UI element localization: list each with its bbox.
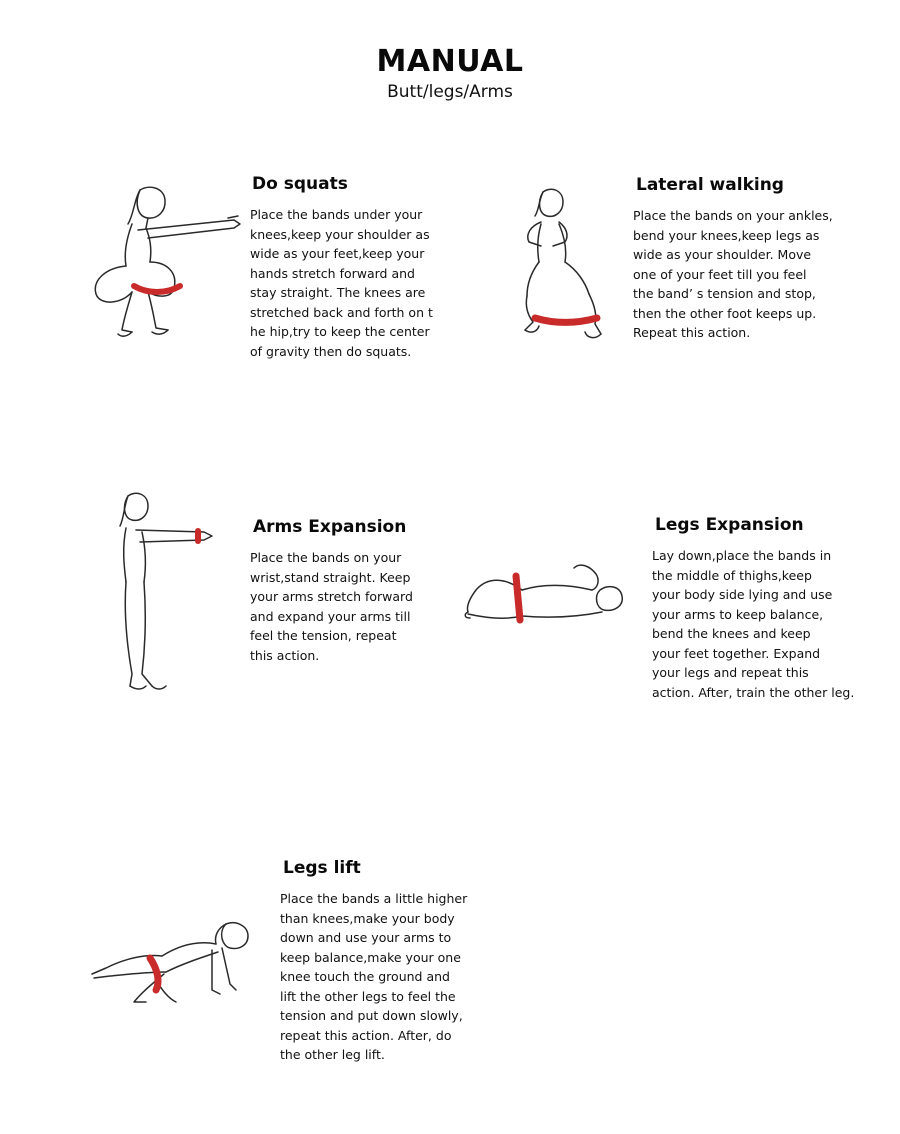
side-lying-figure-illustration [462,560,632,630]
exercise-heading: Lateral walking [636,175,784,195]
exercise-instructions: Lay down,place the bands in the middle of thighs,keep your body side lying and use your arms to keep balance, bend the knees and keep your feet together. Expand your legs and repeat this action. After, train the other leg. [652,548,855,700]
exercise-instructions: Place the bands a little higher than knees,make your body down and use your arms to keep balance,make your one knee touch the ground and lift the other legs to feel the tension and put down slowly, repeat this action. After, do the other leg lift. [280,891,468,1062]
page-title: MANUAL [376,44,524,79]
exercise-heading: Legs Expansion [655,515,804,535]
arms-expansion-figure-illustration [112,490,222,700]
page-subtitle: Butt/legs/Arms [387,82,513,102]
exercise-heading: Do squats [252,174,348,194]
exercise-heading: Arms Expansion [253,517,407,537]
exercise-instructions: Place the bands under your knees,keep your shoulder as wide as your feet,keep your hands stretch forward and stay straight. The knees are stretched back and forth on t he hip,try to keep the center of gravity then do squats. [250,207,433,359]
lateral-walk-figure-illustration [515,184,615,354]
exercise-heading: Legs lift [283,858,361,878]
squat-figure-illustration [88,182,248,350]
kneeling-lift-figure-illustration [86,918,256,1010]
exercise-instructions: Place the bands on your ankles, bend your knees,keep legs as wide as your shoulder. Move one of your feet till you feel the band’ s tension and stop, then the other foot keeps up. Repeat this action. [633,208,833,340]
exercise-instructions: Place the bands on your wrist,stand straight. Keep your arms stretch forward and expand your arms till feel the tension, repeat this action. [250,550,413,663]
